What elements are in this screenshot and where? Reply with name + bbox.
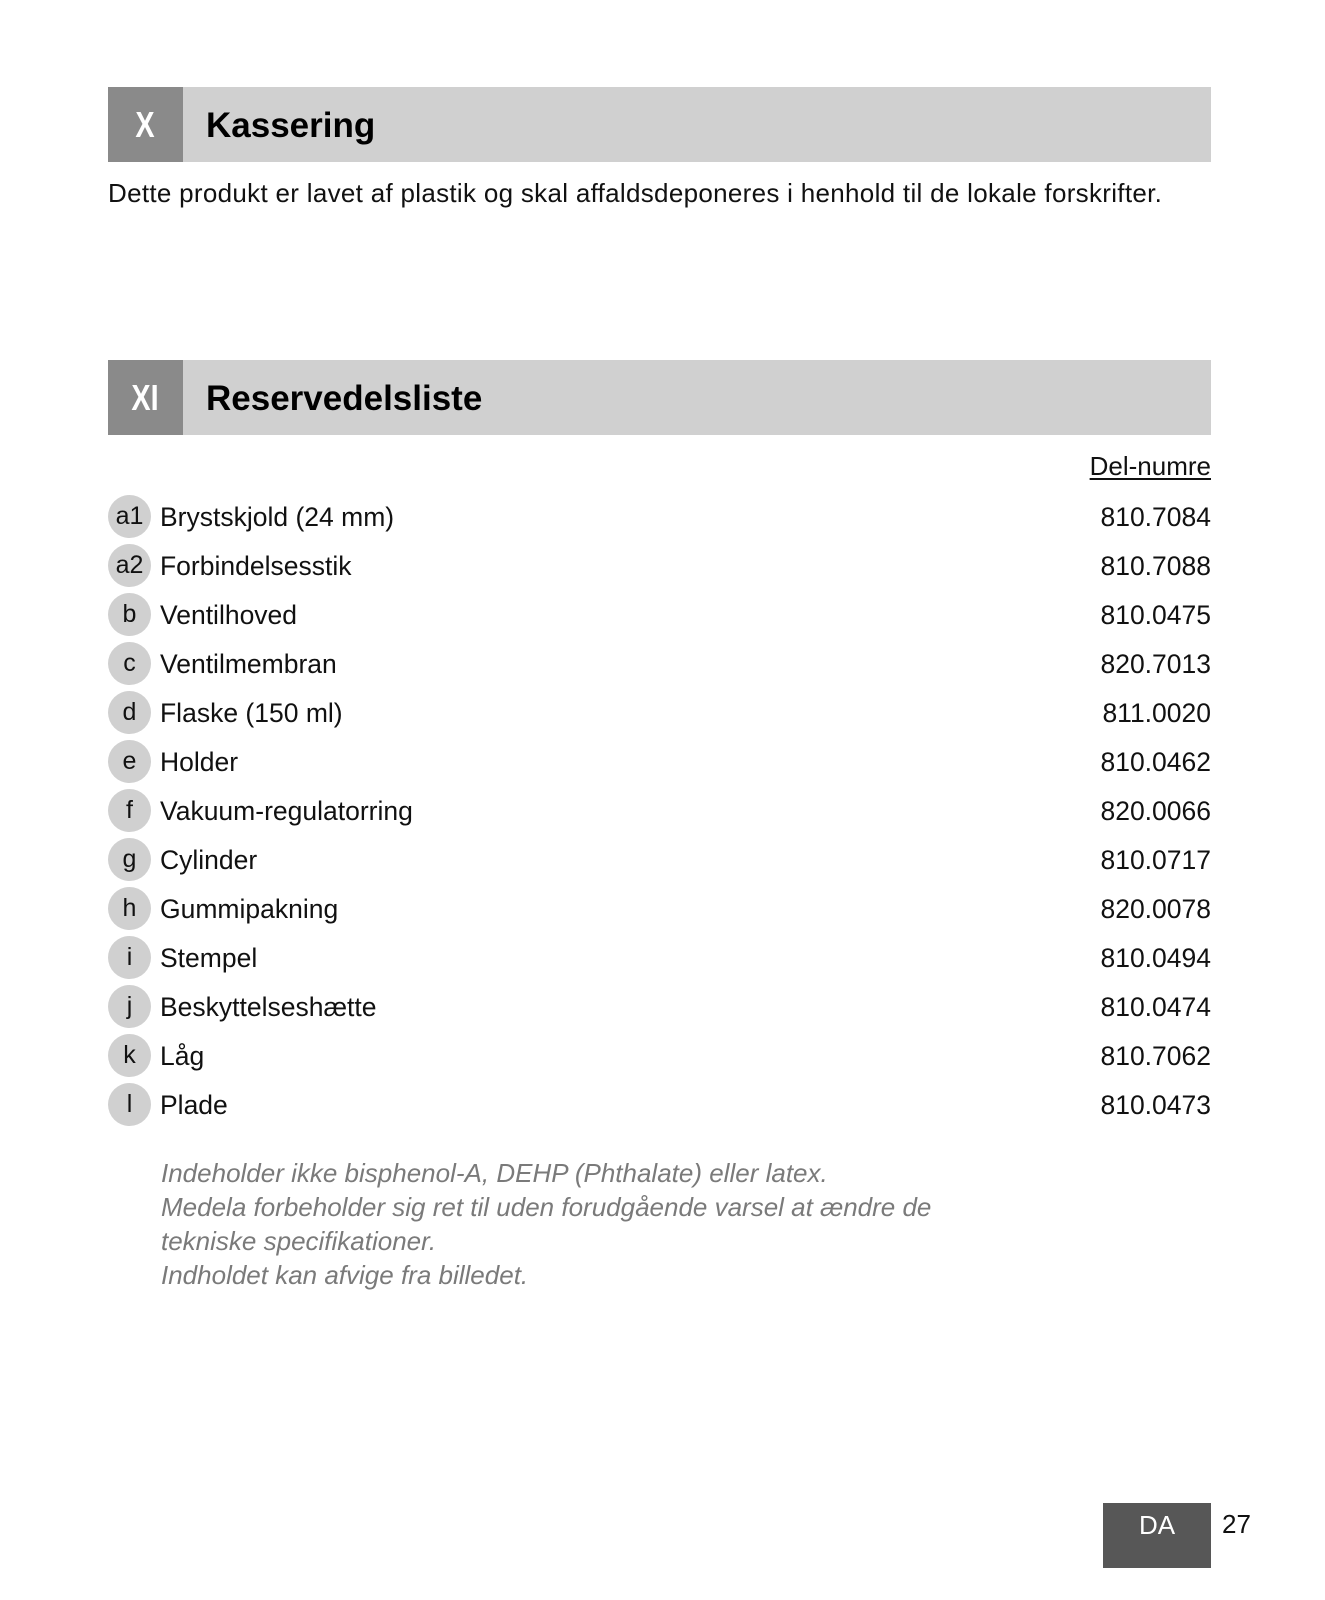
part-name: Gummipakning — [160, 894, 339, 924]
list-item — [108, 689, 1211, 738]
part-number: 810.0494 — [1100, 943, 1211, 973]
part-number: 811.0020 — [1102, 698, 1211, 728]
part-number: 810.0473 — [1100, 1090, 1211, 1120]
list-item — [108, 640, 1211, 689]
part-name: Brystskjold (24 mm) — [160, 502, 395, 532]
note-line: Indholdet kan afvige fra billedet. — [161, 1260, 529, 1290]
note-line: Indeholder ikke bisphenol-A, DEHP (Phthalate) eller latex. — [161, 1158, 828, 1188]
part-number: 820.0078 — [1100, 894, 1211, 924]
section-header-spare-parts — [108, 360, 1211, 435]
part-number: 810.0475 — [1100, 600, 1211, 630]
part-key-badge: k — [108, 1034, 151, 1077]
part-name: Ventilhoved — [160, 600, 298, 630]
part-name: Plade — [160, 1090, 228, 1120]
list-item — [108, 493, 1211, 542]
part-key-badge: a2 — [108, 544, 151, 587]
part-number: 810.7088 — [1100, 551, 1211, 581]
list-item — [108, 934, 1211, 983]
section-header-disposal — [108, 87, 1211, 162]
section-number — [108, 360, 183, 435]
part-number: 810.0462 — [1100, 747, 1211, 777]
part-name: Holder — [160, 747, 239, 777]
list-item — [108, 787, 1211, 836]
part-number: 810.7062 — [1100, 1041, 1211, 1071]
part-name: Stempel — [160, 943, 258, 973]
part-key-badge: c — [108, 642, 151, 685]
disposal-text: Dette produkt er lavet af plastik og skal affaldsdeponeres i henhold til de lokale forskrifter. — [108, 178, 1163, 208]
part-key-badge: a1 — [108, 495, 151, 538]
list-item — [108, 885, 1211, 934]
note-line: tekniske specifikationer. — [161, 1226, 437, 1256]
spare-parts-list — [108, 493, 1211, 1130]
part-key-badge: d — [108, 691, 151, 734]
section-number — [108, 87, 183, 162]
part-key-badge: b — [108, 593, 151, 636]
part-number: 820.0066 — [1100, 796, 1211, 826]
part-number: 810.0474 — [1100, 992, 1211, 1022]
part-number: 810.0717 — [1100, 845, 1211, 875]
section-number-text: X — [135, 103, 156, 145]
part-name: Vakuum-regulatorring — [160, 796, 413, 826]
language-tab: DA — [1103, 1503, 1211, 1568]
section-number-text: XI — [131, 376, 160, 418]
part-key-badge: i — [108, 936, 151, 979]
part-key-badge: f — [108, 789, 151, 832]
list-item — [108, 542, 1211, 591]
part-name: Låg — [160, 1041, 205, 1071]
section-title: Kassering — [206, 106, 376, 145]
section-title: Reservedelsliste — [206, 379, 483, 418]
part-name: Forbindelsesstik — [160, 551, 352, 581]
part-name: Flaske (150 ml) — [160, 698, 343, 728]
part-key-badge: h — [108, 887, 151, 930]
part-number: 820.7013 — [1100, 649, 1211, 679]
list-item — [108, 738, 1211, 787]
part-name: Ventilmembran — [160, 649, 337, 679]
notes — [161, 1156, 931, 1292]
list-item — [108, 1032, 1211, 1081]
part-number: 810.7084 — [1100, 502, 1211, 532]
part-key-badge: g — [108, 838, 151, 881]
part-key-badge: j — [108, 985, 151, 1028]
list-item — [108, 591, 1211, 640]
page-number: 27 — [1222, 1509, 1251, 1539]
list-item — [108, 836, 1211, 885]
part-name: Cylinder — [160, 845, 258, 875]
part-key-badge: e — [108, 740, 151, 783]
part-number-column-header: Del-numre — [1089, 451, 1211, 481]
part-key-badge: l — [108, 1083, 151, 1126]
list-item — [108, 1081, 1211, 1130]
note-line: Medela forbeholder sig ret til uden forudgående varsel at ændre de — [161, 1192, 932, 1222]
part-name: Beskyttelseshætte — [160, 992, 377, 1022]
list-item — [108, 983, 1211, 1032]
